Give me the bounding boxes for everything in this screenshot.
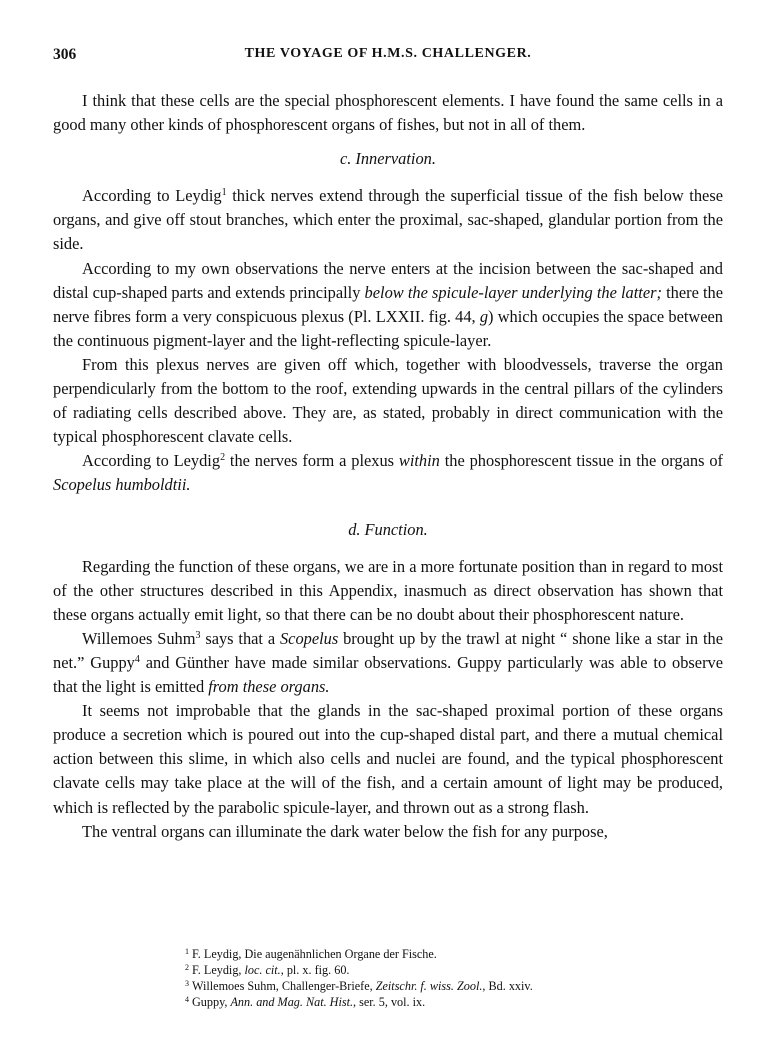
footnote-ref-2: 2: [220, 452, 226, 464]
paragraph-7: Willemoes Suhm$^3$ says that a Scopelus brought up by the trawl at night “ shone like a star in the net.” Guppy$^4$ and Günther have made similar observations. Guppy particularly was able to observe that the light is emitted from these organs.: [53, 628, 723, 697]
paragraph-2: According to Leydig$^1$ thick nerves extend through the superficial tissue of the fish below these organs, and give off stout branches, which enter the proximal, sac-shaped, glandular portion from the side.: [53, 186, 723, 254]
footnote-1: $^1$ F. Leydig, Die augenähnlichen Organe der Fische.: [185, 947, 437, 961]
section-heading-innervation: c. Innervation.: [340, 149, 436, 169]
footnote-ref-1: 1: [221, 187, 227, 199]
paragraph-1: I think that these cells are the special phosphorescent elements. I have found the same cells in a good many other kinds of phosphorescent organs of fishes, but not in all of them.: [53, 91, 723, 135]
section-heading-function: d. Function.: [348, 519, 428, 539]
paragraph-5: According to Leydig$^2$ the nerves form a plexus within the phosphorescent tissue in the organs of Scopelus humboldtii.: [53, 451, 723, 495]
footnote-4: $^4$ Guppy, Ann. and Mag. Nat. Hist., ser. 5, vol. ix.: [185, 994, 426, 1009]
running-title: THE VOYAGE OF H.M.S. CHALLENGER.: [244, 46, 532, 61]
main-text: [53, 89, 723, 844]
footnotes: [185, 947, 745, 1011]
footnote-2: $^2$ F. Leydig, loc. cit., pl. x. fig. 60.: [185, 962, 350, 977]
footnote-ref-3: 3: [195, 629, 201, 641]
page-number: 306: [53, 46, 77, 63]
paragraph-3: According to my own observations the nerve enters at the incision between the sac-shaped and distal cup-shaped parts and extends principally below the spicule-layer underlying the latter; there the nerve fibres form a very conspicuous plexus (Pl. LXXII. fig. 44, g) which occupies the space between the continuous pigment-layer and the light-reflecting spicule-layer.: [53, 258, 723, 350]
paragraph-8: It seems not improbable that the glands in the sac-shaped proximal portion of these organs produce a secretion which is poured out into the cup-shaped distal part, and there a mutual chemical action between this slime, in which also cells and nuclei are found, and the typical phosphorescent clavate cells may take place at the will of the fish, and a certain amount of light may be produced, which is reflected by the parabolic spicule-layer, and thrown out as a strong flash.: [53, 701, 723, 817]
paragraph-6: Regarding the function of these organs, we are in a more fortunate position than in regard to most of the other structures described in this Appendix, inasmuch as direct observation has shown that these organs actually emit light, so that there can be no doubt about their phosphorescent nature.: [53, 556, 723, 624]
footnote-3: $^3$ Willemoes Suhm, Challenger-Briefe, Zeitschr. f. wiss. Zool., Bd. xxiv.: [185, 978, 533, 993]
paragraph-4: From this plexus nerves are given off which, together with bloodvessels, traverse the organ perpendicularly from the bottom to the roof, extending upwards in the central pillars of the cylinders of radiating cells described above. They are, as stated, probably in direct communication with the typical phosphorescent clavate cells.: [53, 354, 723, 447]
paragraph-9: The ventral organs can illuminate the dark water below the fish for any purpose,: [82, 821, 608, 841]
page-header: [53, 46, 723, 66]
footnote-ref-4: 4: [134, 653, 140, 665]
